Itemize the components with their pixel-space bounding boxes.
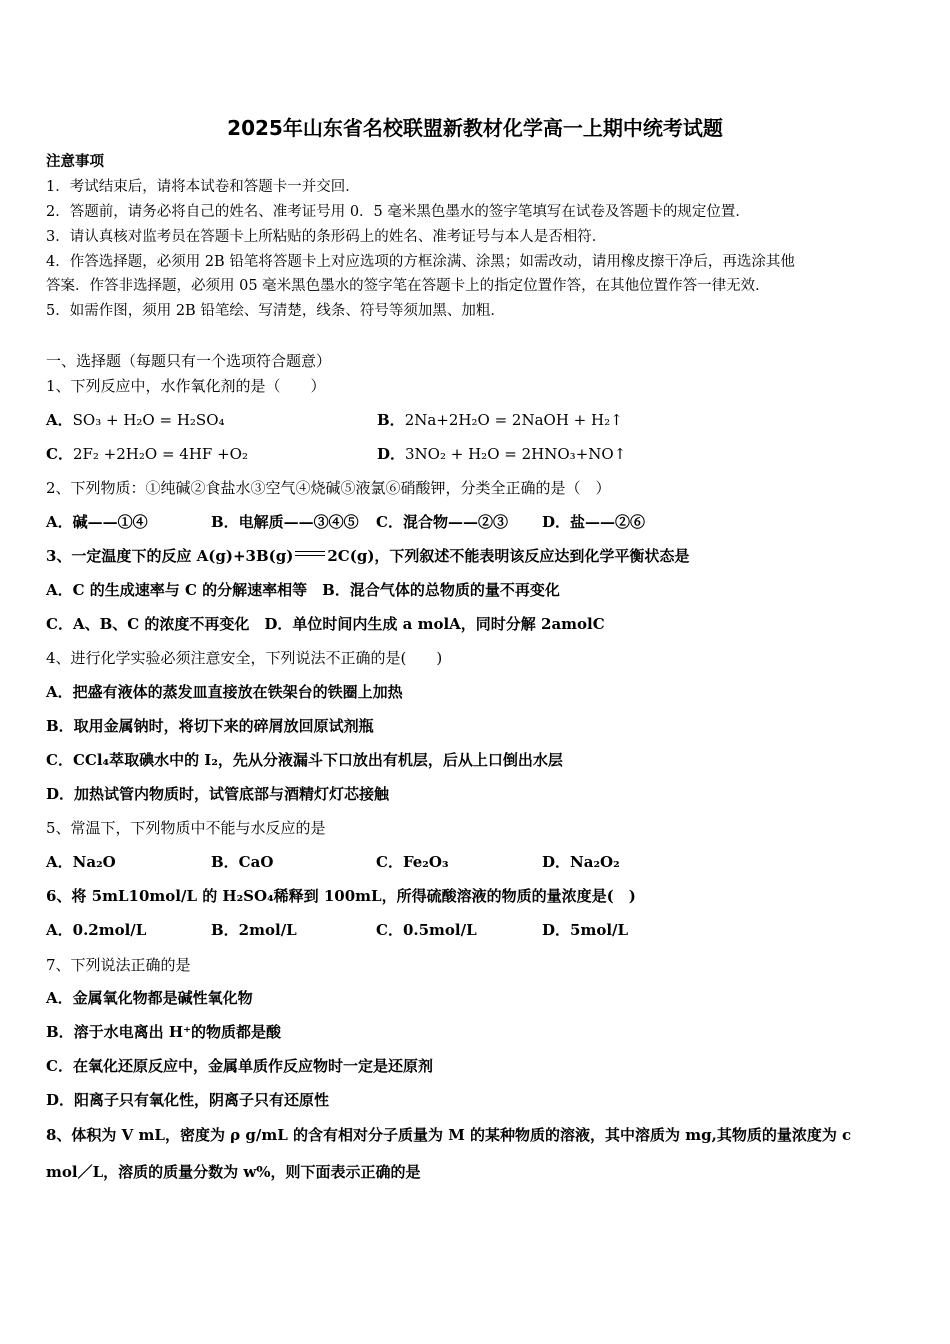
q1-option-a-letter: A． (46, 411, 73, 429)
question-4-stem: 4、进行化学实验必须注意安全，下列说法不正确的是( ) (46, 649, 443, 667)
q1-option-b-text: 2Na+2H₂O = 2NaOH + H₂↑ (404, 411, 623, 429)
q6-option-b: B．2mol/L (211, 921, 297, 939)
notice-item: 1．考试结束后，请将本试卷和答题卡一并交回． (46, 179, 360, 195)
question-7-stem: 7、下列说法正确的是 (46, 956, 191, 974)
q2-option-a: A．碱——①④ (46, 513, 148, 531)
q3-stem-part-a: 3、一定温度下的反应 A(g)+3B(g) (46, 547, 294, 565)
q5-option-d: D．Na₂O₂ (542, 853, 620, 871)
notice-item: 2．答题前，请务必将自己的姓名、准考证号用 0．5 毫米黑色墨水的签字笔填写在试卷及答题卡的规定位置． (46, 204, 750, 220)
q1-option-c (46, 444, 248, 464)
q6-option-d: D．5mol/L (542, 921, 629, 939)
q1-option-d-letter: D． (377, 445, 406, 463)
q1-option-b (377, 410, 623, 430)
q3-options-cd: C．A、B、C 的浓度不再变化 D．单位时间内生成 a molA，同时分解 2amolC (46, 615, 605, 633)
q4-option-c: C．CCl₄萃取碘水中的 I₂，先从分液漏斗下口放出有机层，后从上口倒出水层 (46, 751, 563, 769)
q2-option-d: D．盐——②⑥ (542, 513, 646, 531)
q2-option-b: B．电解质——③④⑤ (211, 513, 359, 531)
question-2-stem: 2、下列物质：①纯碱②食盐水③空气④烧碱⑤液氯⑥硝酸钾，分类全正确的是（ ） (46, 479, 611, 497)
equilibrium-arrow-icon (295, 549, 325, 559)
notice-item: 答案．作答非选择题，必须用 05 毫米黑色墨水的签字笔在答题卡上的指定位置作答，在其他位置作答一律无效． (46, 278, 770, 294)
q1-option-c-text: 2F₂ +2H₂O = 4HF +O₂ (72, 445, 248, 463)
q4-option-b: B．取用金属钠时，将切下来的碎屑放回原试剂瓶 (46, 717, 374, 735)
q6-option-c: C．0.5mol/L (376, 921, 477, 939)
q5-option-c: C．Fe₂O₃ (376, 853, 449, 871)
q7-option-c: C．在氧化还原反应中，金属单质作反应物时一定是还原剂 (46, 1057, 433, 1075)
notice-item: 3．请认真核对监考员在答题卡上所粘贴的条形码上的姓名、准考证号与本人是否相符． (46, 229, 607, 245)
q4-option-a: A．把盛有液体的蒸发皿直接放在铁架台的铁圈上加热 (46, 683, 403, 701)
question-3-stem (46, 546, 689, 566)
page-title: 2025年山东省名校联盟新教材化学高一上期中统考试题 (227, 116, 723, 140)
q3-stem-part-b: 2C(g)，下列叙述不能表明该反应达到化学平衡状态是 (327, 547, 690, 565)
notice-heading: 注意事项 (46, 153, 104, 170)
q1-option-d-text: 3NO₂ + H₂O = 2HNO₃+NO↑ (405, 445, 627, 463)
notice-item: 5．如需作图，须用 2B 铅笔绘、写清楚，线条、符号等须加黑、加粗． (46, 303, 505, 319)
q1-option-a (46, 410, 225, 430)
question-5-stem: 5、常温下，下列物质中不能与水反应的是 (46, 819, 326, 837)
q1-option-b-letter: B． (377, 411, 405, 429)
q1-option-d (377, 444, 626, 464)
q4-option-d: D．加热试管内物质时，试管底部与酒精灯灯芯接触 (46, 785, 390, 803)
q6-option-a: A．0.2mol/L (46, 921, 147, 939)
notice-item: 4．作答选择题，必须用 2B 铅笔将答题卡上对应选项的方框涂满、涂黑；如需改动，请用橡皮擦干净后，再选涂其他 (46, 254, 795, 270)
question-8-stem-line-2: mol／L，溶质的质量分数为 w%，则下面表示正确的是 (46, 1163, 421, 1181)
q7-option-d: D．阳离子只有氧化性，阴离子只有还原性 (46, 1091, 330, 1109)
q7-option-b: B．溶于水电离出 H⁺的物质都是酸 (46, 1023, 281, 1041)
q1-option-c-letter: C． (46, 445, 73, 463)
question-8-stem-line-1: 8、体积为 V mL，密度为 ρ g/mL 的含有相对分子质量为 M 的某种物质的溶液，其中溶质为 mg,其物质的量浓度为 c (46, 1126, 852, 1144)
q5-option-a: A．Na₂O (46, 853, 116, 871)
question-6-stem: 6、将 5mL10mol/L 的 H₂SO₄稀释到 100mL，所得硫酸溶液的物质的量浓度是( ) (46, 887, 636, 905)
q3-options-ab: A．C 的生成速率与 C 的分解速率相等 B．混合气体的总物质的量不再变化 (46, 581, 560, 599)
q7-option-a: A．金属氧化物都是碱性氧化物 (46, 989, 253, 1007)
q1-option-a-text: SO₃ + H₂O = H₂SO₄ (72, 411, 225, 429)
question-1-stem: 1、下列反应中，水作氧化剂的是（ ） (46, 377, 326, 395)
section-heading: 一、选择题（每题只有一个选项符合题意） (46, 352, 332, 370)
q5-option-b: B．CaO (211, 853, 274, 871)
q2-option-c: C．混合物——②③ (376, 513, 508, 531)
